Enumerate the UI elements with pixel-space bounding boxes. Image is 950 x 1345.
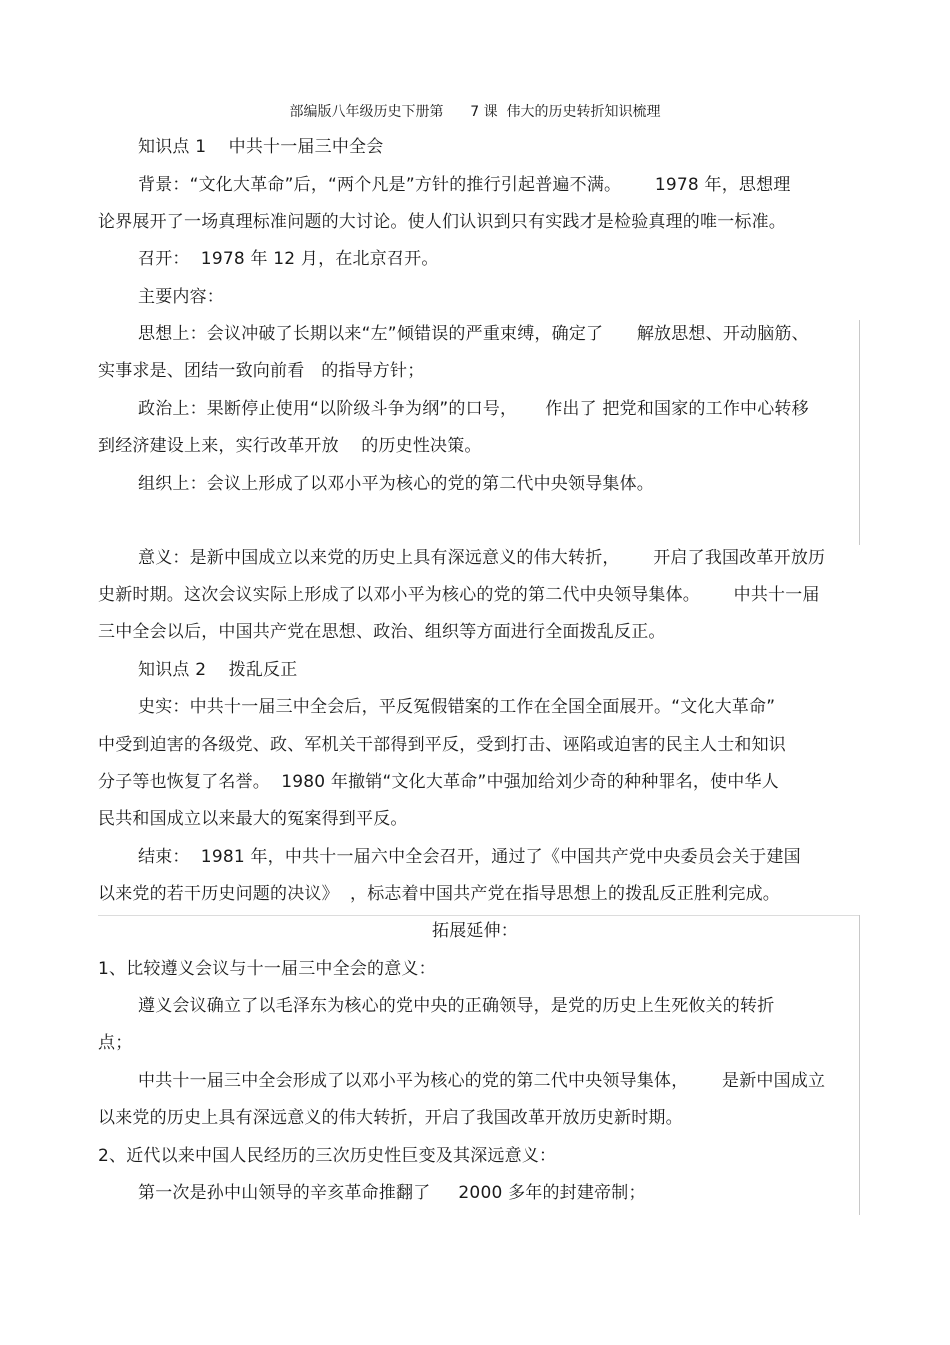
section-heading-2: 知识点 2 拨乱反正: [138, 660, 298, 680]
extension-heading: 拓展延伸：: [432, 921, 518, 941]
section-heading-1: 知识点 1 中共十一届三中全会: [138, 137, 384, 157]
paragraph-line: 分子等也恢复了名誉。 1980 年撤销“文化大革命”中强加给刘少奇的种种罪名，使中华人: [98, 772, 779, 792]
list-item: 1、比较遵义会议与十一届三中全会的意义：: [98, 959, 436, 979]
paragraph-line: 史新时期。这次会议实际上形成了以邓小平为核心的党的第二代中央领导集体。 中共十一届: [98, 585, 820, 605]
paragraph-line: 意义：是新中国成立以来党的历史上具有深远意义的伟大转折， 开启了我国改革开放历: [138, 548, 826, 568]
paragraph-line: 论界展开了一场真理标准问题的大讨论。使人们认识到只有实践才是检验真理的唯一标准。: [98, 212, 786, 232]
margin-rule: [859, 915, 860, 1215]
list-item: 2、近代以来中国人民经历的三次历史性巨变及其深远意义：: [98, 1146, 557, 1166]
paragraph-line: 史实：中共十一届三中全会后，平反冤假错案的工作在全国全面展开。“文化大革命”: [138, 697, 776, 717]
paragraph-line: 以来党的若干历史问题的决议》 ，标志着中国共产党在指导思想上的拨乱反正胜利完成。: [98, 884, 781, 904]
paragraph-line: 民共和国成立以来最大的冤案得到平反。: [98, 809, 408, 829]
document-title: 部编版八年级历史下册第 7 课 伟大的历史转折知识梳理: [289, 104, 661, 120]
paragraph-line: 召开： 1978 年 12 月，在北京召开。: [138, 249, 439, 269]
paragraph-line: 中共十一届三中全会形成了以邓小平为核心的党的第二代中央领导集体， 是新中国成立: [138, 1071, 826, 1091]
paragraph-line: 三中全会以后，中国共产党在思想、政治、组织等方面进行全面拨乱反正。: [98, 622, 666, 642]
paragraph-line: 结束： 1981 年，中共十一届六中全会召开，通过了《中国共产党中央委员会关于建国: [138, 847, 801, 867]
paragraph-line: 第一次是孙中山领导的辛亥革命推翻了 2000 多年的封建帝制；: [138, 1183, 646, 1203]
paragraph-line: 以来党的历史上具有深远意义的伟大转折，开启了我国改革开放历史新时期。: [98, 1108, 683, 1128]
paragraph-line: 到经济建设上来，实行改革开放 的历史性决策。: [98, 436, 482, 456]
paragraph-line: 实事求是、团结一致向前看 的指导方针；: [98, 361, 425, 381]
paragraph-line: 主要内容：: [138, 287, 224, 307]
margin-rule: [859, 320, 860, 545]
paragraph-line: 政治上：果断停止使用“以阶级斗争为纲”的口号， 作出了 把党和国家的工作中心转移: [138, 399, 809, 419]
paragraph-line: 背景：“文化大革命”后，“两个凡是”方针的推行引起普遍不满。 1978 年，思想理: [138, 175, 791, 195]
paragraph-line: 点；: [98, 1033, 133, 1053]
paragraph-line: 组织上：会议上形成了以邓小平为核心的党的第二代中央领导集体。: [138, 474, 654, 494]
section-divider: [98, 915, 860, 916]
paragraph-line: 思想上：会议冲破了长期以来“左”倾错误的严重束缚，确定了 解放思想、开动脑筋、: [138, 324, 809, 344]
paragraph-line: 中受到迫害的各级党、政、军机关干部得到平反，受到打击、诬陷或迫害的民主人士和知识: [98, 735, 786, 755]
paragraph-line: 遵义会议确立了以毛泽东为核心的党中央的正确领导，是党的历史上生死攸关的转折: [138, 996, 775, 1016]
